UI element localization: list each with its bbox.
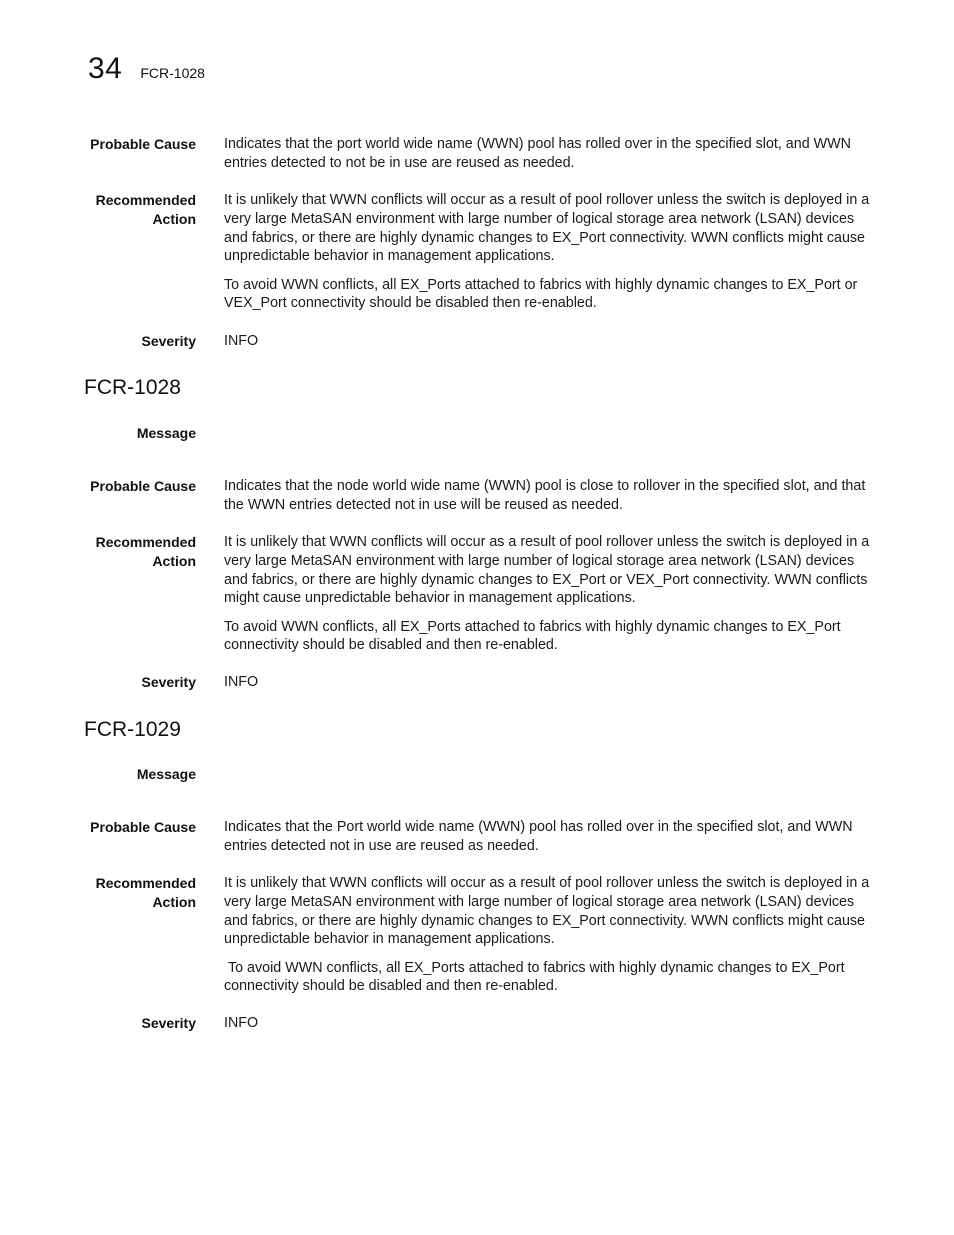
probable-cause-label: Probable Cause <box>90 819 196 835</box>
recommended-action-paragraph: It is unlikely that WWN conflicts will occur as a result of pool rollover unless the switch is deployed in a very large MetaSAN environment with large number of logical storage area network (LSAN) devices and fabrics, or there are highly dynamic changes to EX_Port or VEX_Port connectivity. WWN conflicts might cause unpredictable behavior in management applications. <box>224 534 870 607</box>
recommended-action-label: Recommended Action <box>95 534 196 569</box>
probable-cause-paragraph: Indicates that the port world wide name (WWN) pool has rolled over in the specified slot, and WWN entries detected to not be in use are reused as needed. <box>224 136 851 171</box>
severity-value: INFO <box>224 1015 259 1031</box>
probable-cause-label: Probable Cause <box>90 478 196 494</box>
severity-label: Severity <box>141 1015 196 1031</box>
recommended-action-text <box>224 533 870 655</box>
page-header <box>88 52 205 86</box>
probable-cause-text <box>224 477 870 515</box>
recommended-action-paragraph: To avoid WWN conflicts, all EX_Ports attached to fabrics with highly dynamic changes to EX_Port connectivity should be disabled and then re-enabled. <box>224 618 841 654</box>
chapter-number: 34 <box>88 52 123 85</box>
recommended-action-text <box>224 191 870 313</box>
recommended-action-text <box>224 874 870 996</box>
running-title: FCR-1028 <box>140 65 205 81</box>
probable-cause-paragraph: Indicates that the Port world wide name (WWN) pool has rolled over in the specified slot, and WWN entries detected not in use are reused as needed. <box>224 819 853 854</box>
recommended-action-label: Recommended Action <box>95 192 196 227</box>
probable-cause-text <box>224 818 870 856</box>
recommended-action-paragraph: To avoid WWN conflicts, all EX_Ports attached to fabrics with highly dynamic changes to EX_Port connectivity should be disabled and then re-enabled. <box>224 959 849 995</box>
recommended-action-paragraph: It is unlikely that WWN conflicts will occur as a result of pool rollover unless the switch is deployed in a very large MetaSAN environment with large number of logical storage area network (LSAN) devices and fabrics, or there are highly dynamic changes to EX_Port connectivity. WWN conflicts might cause unpredictable behavior in management applications. <box>224 875 870 948</box>
severity-label: Severity <box>141 674 196 690</box>
message-label: Message <box>136 766 196 782</box>
section-heading-fcr-1028: FCR-1028 <box>84 376 181 399</box>
section-heading-fcr-1029: FCR-1029 <box>84 718 181 741</box>
recommended-action-label: Recommended Action <box>95 875 196 910</box>
severity-value: INFO <box>224 674 259 690</box>
probable-cause-paragraph: Indicates that the node world wide name (WWN) pool is close to rollover in the specified slot, and that the WWN entries detected not in use will be reused as needed. <box>224 478 866 513</box>
message-label: Message <box>136 425 196 441</box>
probable-cause-label: Probable Cause <box>90 136 196 152</box>
recommended-action-paragraph: It is unlikely that WWN conflicts will occur as a result of pool rollover unless the switch is deployed in a very large MetaSAN environment with large number of logical storage area network (LSAN) devices and fabrics, or there are highly dynamic changes to EX_Port connectivity. WWN conflicts might cause unpredictable behavior in management applications. <box>224 192 870 265</box>
severity-label: Severity <box>141 333 196 349</box>
probable-cause-text <box>224 135 870 173</box>
severity-value: INFO <box>224 333 259 349</box>
recommended-action-paragraph: To avoid WWN conflicts, all EX_Ports attached to fabrics with highly dynamic changes to EX_Port or VEX_Port connectivity should be disabled then re-enabled. <box>224 276 858 312</box>
